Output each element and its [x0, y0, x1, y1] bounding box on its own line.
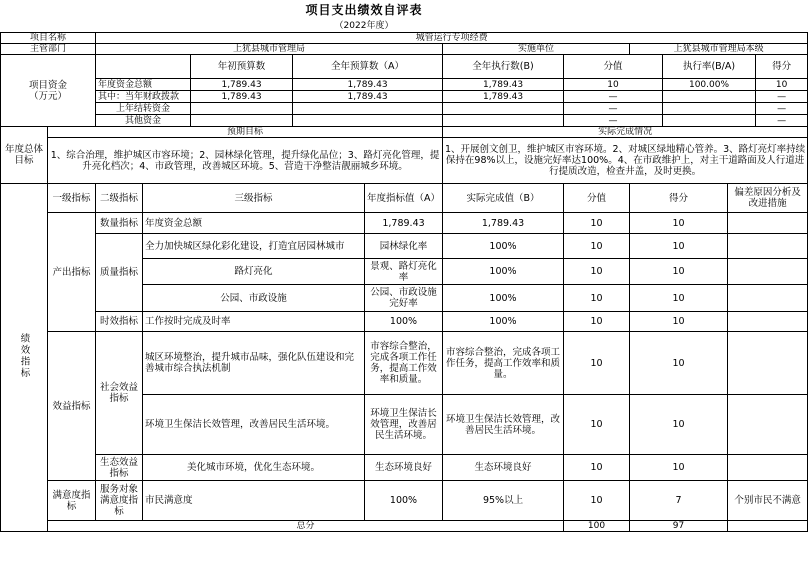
satisfaction-name: 市民满意度	[143, 481, 365, 521]
quality-score: 10	[630, 234, 728, 259]
quality-target: 园林绿化率	[365, 234, 443, 259]
quality-target: 公园、市政设施完好率	[365, 285, 443, 312]
satisfaction-actual: 95%以上	[443, 481, 564, 521]
perf-header-score: 得分	[630, 184, 728, 213]
time-actual: 100%	[443, 312, 564, 332]
quality-target: 景观、路灯亮化率	[365, 259, 443, 285]
funds-row-exec: 1,789.43	[443, 79, 564, 91]
funds-row-name: 年度资金总额	[96, 79, 191, 91]
social-target: 市容综合整治，完成各项工作任务，提高工作效率和质量。	[365, 332, 443, 395]
funds-row-score-val: —	[564, 115, 663, 127]
funds-header-score: 得分	[756, 55, 808, 79]
funds-row-name: 其中：当年财政拨款	[96, 91, 191, 103]
funds-row-budget	[191, 115, 293, 127]
qty-target: 1,789.43	[365, 213, 443, 234]
quality-label: 质量指标	[96, 234, 143, 312]
eco-name: 美化城市环境，优化生态环境。	[143, 455, 365, 481]
funds-row-exec	[443, 103, 564, 115]
perf-header-l2: 二级指标	[96, 184, 143, 213]
satisfaction-score-val: 10	[564, 481, 630, 521]
funds-row-score: —	[756, 103, 808, 115]
goals-header-row	[1, 127, 808, 138]
funds-header-exec: 全年执行数(B)	[443, 55, 564, 79]
quality-reason	[728, 234, 808, 259]
funds-row-annual: 1,789.43	[293, 91, 443, 103]
social-actual: 环境卫生保洁长效管理，改善居民生活环境。	[443, 395, 564, 455]
perf-row	[1, 481, 808, 521]
quality-score-val: 10	[564, 259, 630, 285]
funds-row-score: 10	[756, 79, 808, 91]
funds-header-rate: 执行率(B/A)	[663, 55, 756, 79]
satisfaction-l2: 服务对象满意度指标	[96, 481, 143, 521]
goals-expected-label: 预期目标	[48, 127, 443, 138]
eco-actual: 生态环境良好	[443, 455, 564, 481]
funds-header-blank	[96, 55, 191, 79]
eco-score-val: 10	[564, 455, 630, 481]
quality-score-val: 10	[564, 234, 630, 259]
eco-target: 生态环境良好	[365, 455, 443, 481]
social-reason	[728, 395, 808, 455]
funds-row	[1, 115, 808, 127]
funds-row-exec: 1,789.43	[443, 91, 564, 103]
funds-header-annual: 全年预算数（A）	[293, 55, 443, 79]
funds-row-name: 上年结转资金	[96, 103, 191, 115]
perf-row	[1, 455, 808, 481]
perf-row	[1, 312, 808, 332]
total-score-val: 100	[564, 521, 630, 532]
goals-label: 年度总体目标	[1, 127, 48, 184]
time-label: 时效指标	[96, 312, 143, 332]
perf-label-text: 绩效指标	[18, 333, 30, 379]
quality-actual: 100%	[443, 234, 564, 259]
qty-reason	[728, 213, 808, 234]
qty-label: 数量指标	[96, 213, 143, 234]
quality-name: 路灯亮化	[143, 259, 365, 285]
funds-row-rate	[663, 91, 756, 103]
time-name: 工作按时完成及时率	[143, 312, 365, 332]
time-target: 100%	[365, 312, 443, 332]
project-name-row	[1, 33, 808, 44]
goals-expected: 1、综合治理，维护城区市容环境；2、园林绿化管理，提升绿化品位；3、路灯亮化管理，提升亮化档次；4、市政管理，改善城区环境。5、营造干净整洁靓丽城乡环境。	[48, 138, 443, 184]
social-name: 城区环境整治，提升城市品味，强化队伍建设和完善城市综合执法机制	[143, 332, 365, 395]
quality-name: 全力加快城区绿化彩化建设，打造宜居园林城市	[143, 234, 365, 259]
project-name-value: 城管运行专项经费	[96, 33, 808, 44]
social-actual: 市容综合整治，完成各项工作任务，提高工作效率和质量。	[443, 332, 564, 395]
qty-actual: 1,789.43	[443, 213, 564, 234]
perf-row	[1, 234, 808, 259]
impl-label: 实施单位	[443, 44, 630, 55]
goals-content-row	[1, 138, 808, 184]
perf-label	[1, 184, 48, 532]
qty-score: 10	[630, 213, 728, 234]
total-label: 总分	[48, 521, 564, 532]
social-target: 环境卫生保洁长效管理，改善居民生活环境。	[365, 395, 443, 455]
funds-row-score-val: 10	[564, 79, 663, 91]
quality-reason	[728, 285, 808, 312]
doc-title: 项目支出绩效自评表	[305, 3, 423, 17]
funds-label: 项目资金 （万元）	[1, 55, 96, 127]
quality-actual: 100%	[443, 285, 564, 312]
social-score-val: 10	[564, 332, 630, 395]
funds-row-annual	[293, 103, 443, 115]
evaluation-table	[0, 32, 808, 532]
total-reason	[728, 521, 808, 532]
time-score-val: 10	[564, 312, 630, 332]
perf-row	[1, 213, 808, 234]
goals-actual: 1、开展创文创卫，维护城区市容环境。2、对城区绿地精心管养。3、路灯亮灯率持续保持在98%以上，设施完好率达100%。4、在市政维护上，对主干道路面及人行道进行提质改造，检查井盖，及时更换。	[443, 138, 808, 184]
total-row	[1, 521, 808, 532]
funds-row-rate: 100.00%	[663, 79, 756, 91]
social-score: 10	[630, 395, 728, 455]
funds-row-budget: 1,789.43	[191, 79, 293, 91]
perf-header-score-val: 分值	[564, 184, 630, 213]
funds-row-budget	[191, 103, 293, 115]
funds-row	[1, 103, 808, 115]
quality-actual: 100%	[443, 259, 564, 285]
funds-header-row	[1, 55, 808, 79]
perf-header-actual: 实际完成值（B）	[443, 184, 564, 213]
quality-reason	[728, 259, 808, 285]
effect-label: 效益指标	[48, 332, 96, 481]
impl-value: 上犹县城市管理局本级	[630, 44, 808, 55]
dept-value: 上犹县城市管理局	[96, 44, 443, 55]
eco-reason	[728, 455, 808, 481]
perf-row	[1, 332, 808, 395]
perf-header-l1: 一级指标	[48, 184, 96, 213]
funds-row-score-val: —	[564, 103, 663, 115]
funds-header-budget: 年初预算数	[191, 55, 293, 79]
perf-header-row	[1, 184, 808, 213]
eco-score: 10	[630, 455, 728, 481]
funds-row-score: —	[756, 115, 808, 127]
quality-name: 公园、市政设施	[143, 285, 365, 312]
goals-actual-label: 实际完成情况	[443, 127, 808, 138]
social-score-val: 10	[564, 395, 630, 455]
project-name-label: 项目名称	[1, 33, 96, 44]
social-label: 社会效益指标	[96, 332, 143, 455]
satisfaction-label: 满意度指标	[48, 481, 96, 521]
dept-label: 主管部门	[1, 44, 96, 55]
funds-row-rate	[663, 103, 756, 115]
doc-year: （2022年度）	[334, 21, 394, 31]
eco-label: 生态效益指标	[96, 455, 143, 481]
output-label: 产出指标	[48, 213, 96, 332]
perf-header-reason: 偏差原因分析及改进措施	[728, 184, 808, 213]
quality-score: 10	[630, 259, 728, 285]
funds-row-annual: 1,789.43	[293, 79, 443, 91]
satisfaction-score: 7	[630, 481, 728, 521]
funds-row-exec	[443, 115, 564, 127]
perf-header-l3: 三级指标	[143, 184, 365, 213]
social-reason	[728, 332, 808, 395]
funds-header-score-val: 分值	[564, 55, 663, 79]
funds-row-rate	[663, 115, 756, 127]
funds-row	[1, 91, 808, 103]
funds-row-score-val: —	[564, 91, 663, 103]
qty-name: 年度资金总额	[143, 213, 365, 234]
social-score: 10	[630, 332, 728, 395]
quality-score: 10	[630, 285, 728, 312]
funds-row-budget: 1,789.43	[191, 91, 293, 103]
dept-row	[1, 44, 808, 55]
quality-score-val: 10	[564, 285, 630, 312]
perf-header-target: 年度指标值（A）	[365, 184, 443, 213]
funds-row-score: —	[756, 91, 808, 103]
funds-row	[1, 79, 808, 91]
social-name: 环境卫生保洁长效管理，改善居民生活环境。	[143, 395, 365, 455]
qty-score-val: 10	[564, 213, 630, 234]
funds-row-annual	[293, 115, 443, 127]
time-score: 10	[630, 312, 728, 332]
time-reason	[728, 312, 808, 332]
total-score: 97	[630, 521, 728, 532]
satisfaction-target: 100%	[365, 481, 443, 521]
funds-row-name: 其他资金	[96, 115, 191, 127]
satisfaction-reason: 个别市民不满意	[728, 481, 808, 521]
